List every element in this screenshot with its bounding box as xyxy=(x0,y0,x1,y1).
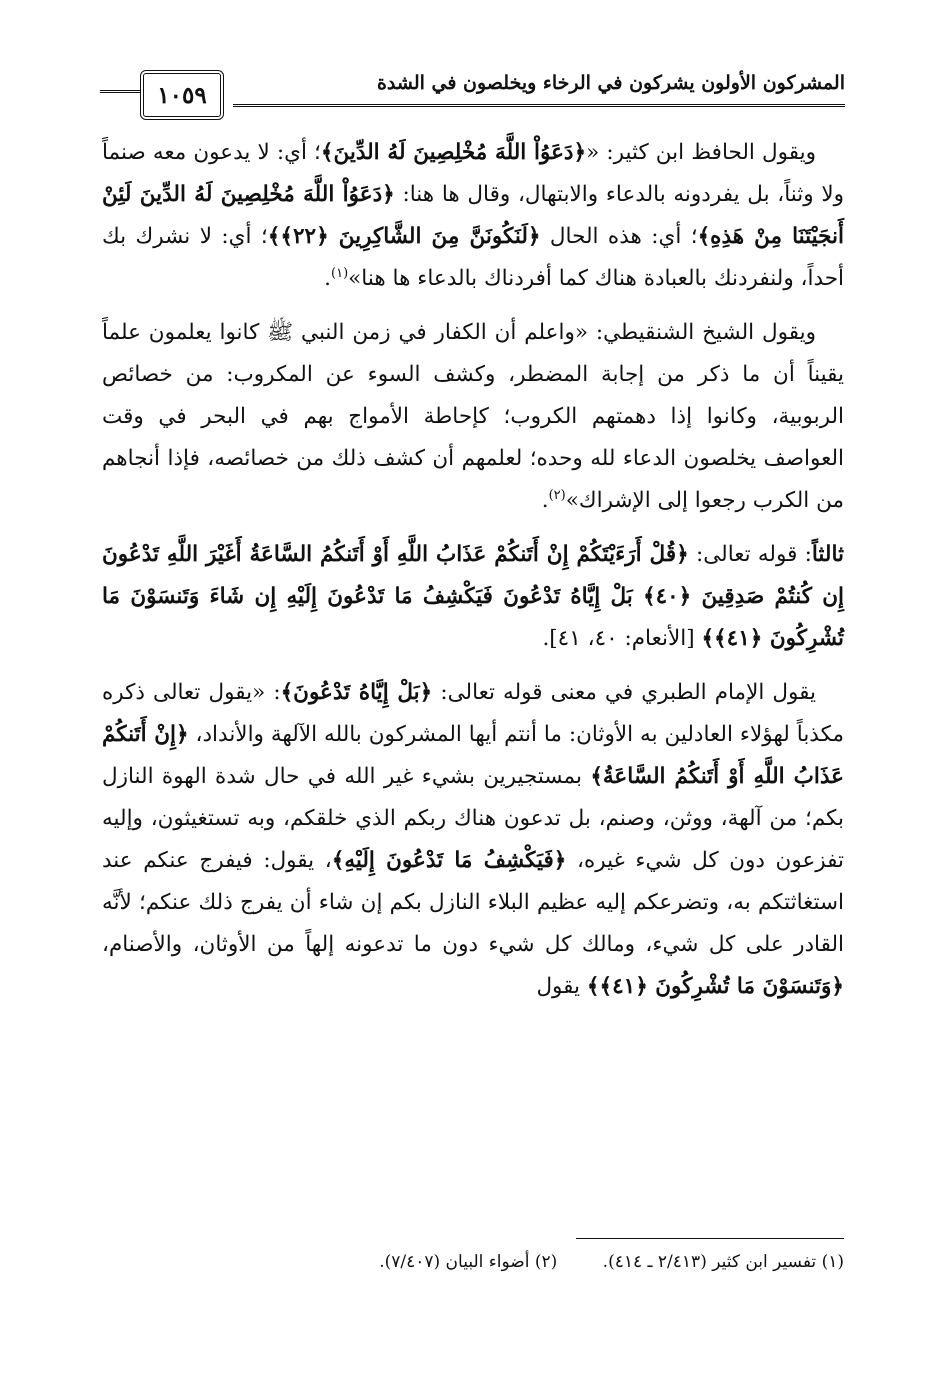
footnotes xyxy=(144,1252,844,1272)
quran-verse: ﴿بَلْ إِيَّاهُ تَدْعُونَ﴾ xyxy=(280,680,433,705)
text-segment: . xyxy=(541,488,549,513)
footnote-1-number: (١) xyxy=(821,1252,844,1272)
quran-verse: ﴿فَيَكْشِفُ مَا تَدْعُونَ إِلَيْهِ﴾ xyxy=(331,848,567,873)
page-header xyxy=(100,58,845,124)
paragraph-1 xyxy=(102,132,844,300)
footnote-rule xyxy=(576,1238,844,1239)
quran-verse: ﴿لَنَكُونَنَّ مِنَ الشَّاكِرِينَ ﴿٢٢﴾﴾ xyxy=(267,224,541,249)
paragraph-3 xyxy=(102,534,844,660)
text-segment: ؛ أي: لا يدعون معه صنماً ولا وثناً، بل يفردونه بالدعاء والابتهال، وقال ها هنا: xyxy=(102,140,844,207)
text-segment: ، يقول: فيفرج عنكم عند استغاثتكم به، وتضرعكم إليه عظيم البلاء النازل بكم إن شاء أن يفرج ذلك عنكم؛ لأنَّه القادر على كل شيء، ومالك كل شيء دون ما تدعونه إلهاً من الأوثان، والأصنام، xyxy=(102,848,844,957)
text-segment: يقول الإمام الطبري في معنى قوله تعالى: xyxy=(432,680,816,705)
running-title: المشركون الأولون يشركون في الرخاء ويخلصون في الشدة xyxy=(376,72,845,94)
footnote-2-number: (٢) xyxy=(534,1252,558,1272)
header-rule xyxy=(233,104,845,107)
footnote-marker: (٢) xyxy=(548,487,566,503)
text-segment: ؛ أي: لا نشرك بك أحداً، ولنفردنك بالعبادة هناك كما أفردناك بالدعاء ها هنا» xyxy=(102,224,844,291)
text-segment: ويقول الشيخ الشنقيطي: «واعلم أن الكفار في زمن النبي ﷺ كانوا يعلمون علماً يقيناً أن ما ذكر من إجابة المضطر، وكشف السوء عن المكروب: من خصائص الربوبية، وكانوا إذا دهمتهم الكروب؛ كإحاطة الأمواج بهم في البحر في وقت العواصف يخلصون الدعاء لله وحده؛ لعلمهم أن كشف ذلك من خصائصه، فإذا أنجاهم من الكرب رجعوا إلى الإشراك» xyxy=(102,320,844,513)
text-segment: : قوله تعالى: xyxy=(688,542,812,567)
footnote-1-text: تفسير ابن كثير (٢/٤١٣ ـ ٤١٤). xyxy=(602,1252,817,1272)
text-segment: ؛ أي: هذه الحال xyxy=(540,224,698,249)
page-number: ١٠٥٩ xyxy=(140,70,224,120)
quran-verse: ﴿قُلْ أَرَءَيْتَكُمْ إِنْ أَتَنكُمْ عَذَابُ اللَّهِ أَوْ أَتَنكُمُ السَّاعَةُ أَغَيْرَ اللَّهِ تَدْعُونَ إِن كُنتُمْ صَدِقِينَ ﴿٤٠﴾ بَلْ إِيَّاهُ تَدْعُونَ فَيَكْشِفُ مَا تَدْعُونَ إِلَيْهِ إِن شَاءَ وَتَنسَوْنَ مَا تُشْرِكُونَ ﴿٤١﴾﴾ xyxy=(102,542,844,651)
footnote-marker: (١) xyxy=(331,265,349,281)
text-segment: يقول xyxy=(536,974,587,999)
text-segment: [الأنعام: ٤٠، ٤١]. xyxy=(542,626,702,651)
footnote-1 xyxy=(597,1252,844,1272)
paragraph-2 xyxy=(102,312,844,522)
footnote-2-text: أضواء البيان (٧/٤٠٧). xyxy=(379,1252,530,1272)
text-segment: بمستجيرين بشيء غير الله في حال شدة الهوة النازل بكم؛ من آلهة، ووثن، وصنم، بل تدعون هناك ربكم الذي خلقكم، وبه تستغيثون، وإليه تفزعون دون كل شيء غيره، xyxy=(102,764,845,873)
paragraph-4 xyxy=(102,672,844,1008)
text-segment: . xyxy=(324,266,332,291)
quran-verse: ﴿وَتَنسَوْنَ مَا تُشْرِكُونَ ﴿٤١﴾﴾ xyxy=(586,974,844,999)
body-text xyxy=(102,132,844,1020)
text-segment: ويقول الحافظ ابن كثير: « xyxy=(586,140,816,165)
text-segment: : «يقول تعالى ذكره مكذباً لهؤلاء العادلين به الأوثان: ما أنتم أيها المشركون بالله الآلهة والأنداد، xyxy=(102,680,844,747)
quran-verse: ﴿إِنْ أَتَنكُمْ عَذَابُ اللَّهِ أَوْ أَتَنكُمُ السَّاعَةُ﴾ xyxy=(102,722,844,789)
section-heading: ثالثاً xyxy=(811,542,844,567)
footnote-2 xyxy=(379,1252,557,1272)
quran-verse: ﴿دَعَوُاْ اللَّهَ مُخْلِصِينَ لَهُ الدِّينَ لَئِنْ أَنجَيْتَنَا مِنْ هَذِهِ﴾ xyxy=(102,182,844,249)
quran-verse: ﴿دَعَوُاْ اللَّهَ مُخْلِصِينَ لَهُ الدِّينَ﴾ xyxy=(320,140,587,165)
page-number-side-line xyxy=(100,90,140,93)
